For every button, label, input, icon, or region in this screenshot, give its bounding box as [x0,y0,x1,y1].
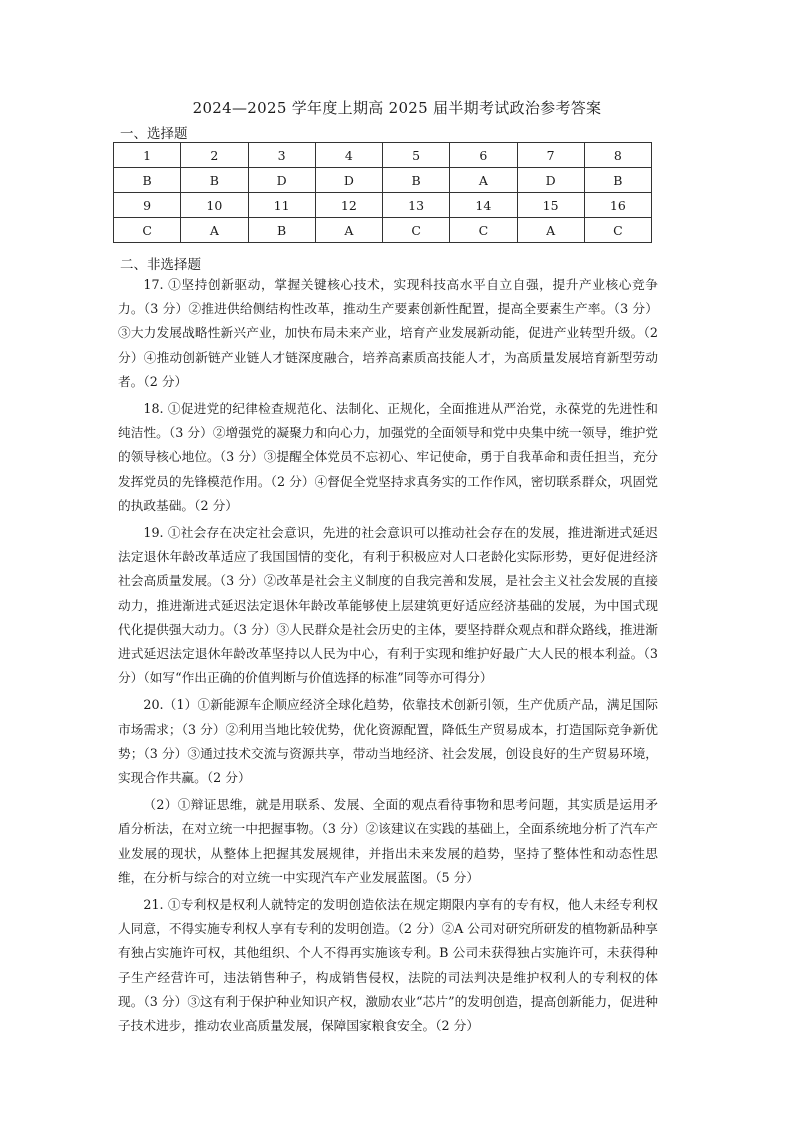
answer-cell: C [584,218,651,243]
section-heading-nonchoice: 二、非选择题 [120,257,201,273]
question-number: 11 [248,193,315,218]
answer-paragraph-17: 17. ①坚持创新驱动，掌握关键核心技术，实现科技高水平自立自强，提升产业核心竞争力。（3 分）②推进供给侧结构性改革，推动生产要素创新性配置，提高全要素生产率。（3 分）③大力发展战略性新兴产业，加快布局未来产业，培育产业发展新动能，促进产业转型升级。（2 分）④推动创新链产业链人才链深度融合，培养高素质高技能人才，为高质量发展培育新型劳动者。（2 分） [118,277,658,389]
answer-cell: B [584,168,651,193]
answer-body [118,273,658,1041]
answer-table [113,142,652,243]
answer-cell: A [517,218,584,243]
answer-paragraph-18: 18. ①促进党的纪律检查规范化、法制化、正规化，全面推进从严治党，永葆党的先进性和纯洁性。（3 分）②增强党的凝聚力和向心力，加强党的全面领导和党中央集中统一领导，维护党的领导核心地位。（3 分）③提醒全体党员不忘初心、牢记使命，勇于自我革命和责任担当，充分发挥党员的先锋模范作用。（2 分）④督促全党坚持求真务实的工作作风，密切联系群众，巩固党的执政基础。（2 分） [118,401,658,513]
table-row [114,168,652,193]
answer-cell: B [181,168,248,193]
answer-cell: D [517,168,584,193]
answer-cell: A [315,218,382,243]
table-row [114,218,652,243]
answer-paragraph-21: 21. ①专利权是权利人就特定的发明创造依法在规定期限内享有的专有权，他人未经专利权人同意，不得实施专利权人享有专利的发明创造。（2 分）②A 公司对研究所研发的植物新品种享有独占实施许可权，其他组织、个人不得再实施该专利。B 公司未获得独占实施许可，未获得种子生产经营许可，违法销售种子，构成销售侵权，法院的司法判决是维护权利人的专利权的体现。（3 分）③这有利于保护种业知识产权，激励农业“芯片”的发明创造，提高创新能力，促进种子技术进步，推动农业高质量发展，保障国家粮食安全。（2 分） [118,897,658,1034]
answer-cell: B [248,218,315,243]
question-number: 2 [181,143,248,168]
answer-cell: A [181,218,248,243]
question-number: 14 [450,193,517,218]
answer-cell: B [383,168,450,193]
question-number: 6 [450,143,517,168]
question-number: 13 [383,193,450,218]
question-number: 7 [517,143,584,168]
answer-cell: C [383,218,450,243]
table-row [114,193,652,218]
answer-cell: A [450,168,517,193]
question-number: 15 [517,193,584,218]
answer-paragraph-20-2: （2）①辩证思维，就是用联系、发展、全面的观点看待事物和思考问题，其实质是运用矛盾分析法，在对立统一中把握事物。（3 分）②该建议在实践的基础上，全面系统地分析了汽车产业发展的现状，从整体上把握其发展规律，并指出未来发展的趋势，坚持了整体性和动态性思维，在分析与综合的对立统一中实现汽车产业发展蓝图。（5 分） [118,797,658,885]
table-row [114,143,652,168]
question-number: 12 [315,193,382,218]
answer-cell: D [248,168,315,193]
answer-paragraph-19: 19. ①社会存在决定社会意识，先进的社会意识可以推动社会存在的发展，推进渐进式延迟法定退休年龄改革适应了我国国情的变化，有利于积极应对人口老龄化实际形势，更好促进经济社会高质量发展。（3 分）②改革是社会主义制度的自我完善和发展，是社会主义社会发展的直接动力，推进渐进式延迟法定退休年龄改革能够使上层建筑更好适应经济基础的发展，为中国式现代化提供强大动力。（3 分）③人民群众是社会历史的主体，要坚持群众观点和群众路线，推进渐进式延迟法定退休年龄改革坚持以人民为中心，有利于实现和维护好最广大人民的根本利益。（3 分）（如写“作出正确的价值判断与价值选择的标准”同等亦可得分） [118,525,658,686]
question-number: 8 [584,143,651,168]
section-heading-choice: 一、选择题 [120,126,188,142]
question-number: 5 [383,143,450,168]
question-number: 1 [114,143,181,168]
question-number: 4 [315,143,382,168]
question-number: 9 [114,193,181,218]
question-number: 3 [248,143,315,168]
answer-cell: C [450,218,517,243]
answer-cell: B [114,168,181,193]
question-number: 10 [181,193,248,218]
question-number: 16 [584,193,651,218]
answer-cell: D [315,168,382,193]
answer-paragraph-20-1: 20.（1）①新能源车企顺应经济全球化趋势，依靠技术创新引领，生产优质产品，满足国际市场需求；（3 分）②利用当地比较优势，优化资源配置，降低生产贸易成本，打造国际竞争新优势；（3 分）③通过技术交流与资源共享，带动当地经济、社会发展，创设良好的生产贸易环境，实现合作共赢。（2 分） [118,697,658,786]
page-title: 2024—2025 学年度上期高 2025 届半期考试政治参考答案 [192,99,602,117]
answer-cell: C [114,218,181,243]
